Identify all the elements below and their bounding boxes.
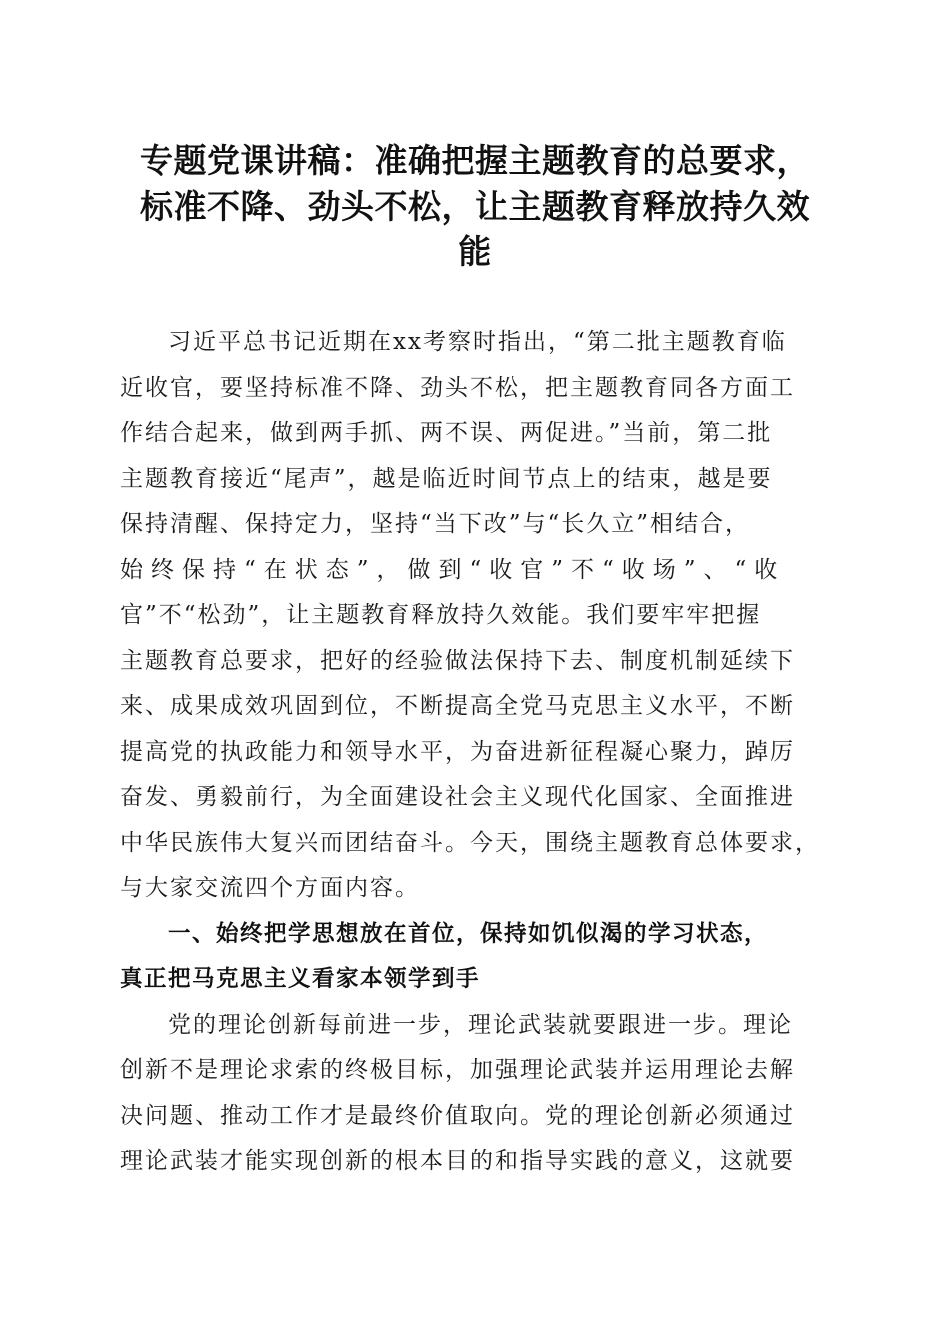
text-line: 决问题、推动工作才是最终价值取向。党的理论创新必须通过	[120, 1102, 795, 1129]
paragraph-section-1	[120, 1003, 832, 1185]
text-line: 中华民族伟大复兴而团结奋斗。今天，围绕主题教育总体要求，	[120, 829, 820, 856]
title-line: 标准不降、劲头不松，让主题教育释放持久效	[140, 186, 810, 226]
text-line: 作结合起来，做到两手抓、两不误、两促进。”当前，第二批	[120, 420, 773, 446]
document-body	[120, 320, 832, 1185]
heading-line: 真正把马克思主义看家本领学到手	[120, 966, 481, 992]
text-line: 与大家交流四个方面内容。	[120, 875, 420, 901]
paragraph-intro	[120, 320, 832, 912]
heading-line: 一、始终把学思想放在首位，保持如饥似渴的学习状态，	[168, 920, 769, 947]
text-line: 党的理论创新每前进一步，理论武装就要跟进一步。理论	[168, 1011, 793, 1038]
text-line: 主题教育总要求，把好的经验做法保持下去、制度机制延续下	[120, 647, 795, 674]
document-title	[100, 138, 850, 275]
text-line: 始终保持“在状态”，做到“收官”不“收场”、“收	[120, 556, 786, 583]
text-line: 主题教育接近“尾声”，越是临近时间节点上的结束，越是要	[120, 465, 773, 492]
text-line: 创新不是理论求索的终极目标，加强理论武装并运用理论去解	[120, 1057, 795, 1083]
section-heading-1	[120, 912, 832, 1003]
text-line: 保持清醒、保持定力，坚持“当下改”与“长久立”相结合，	[120, 511, 751, 537]
text-line: 奋发、勇毅前行，为全面建设社会主义现代化国家、全面推进	[120, 784, 795, 810]
text-line: 理论武装才能实现创新的根本目的和指导实践的意义，这就要	[120, 1148, 795, 1174]
title-line: 能	[458, 232, 492, 271]
text-line: 来、成果成效巩固到位，不断提高全党马克思主义水平，不断	[120, 693, 795, 719]
title-line: 专题党课讲稿：准确把握主题教育的总要求，	[140, 141, 810, 180]
text-line: 近收官，要坚持标准不降、劲头不松，把主题教育同各方面工	[120, 374, 795, 401]
text-line: 官”不“松劲”，让主题教育释放持久效能。我们要牢牢把握	[120, 602, 762, 628]
text-line: 提高党的执政能力和领导水平，为奋进新征程凝心聚力，踔厉	[120, 738, 795, 765]
text-line: 习近平总书记近期在xx考察时指出，“第二批主题教育临	[168, 329, 787, 355]
